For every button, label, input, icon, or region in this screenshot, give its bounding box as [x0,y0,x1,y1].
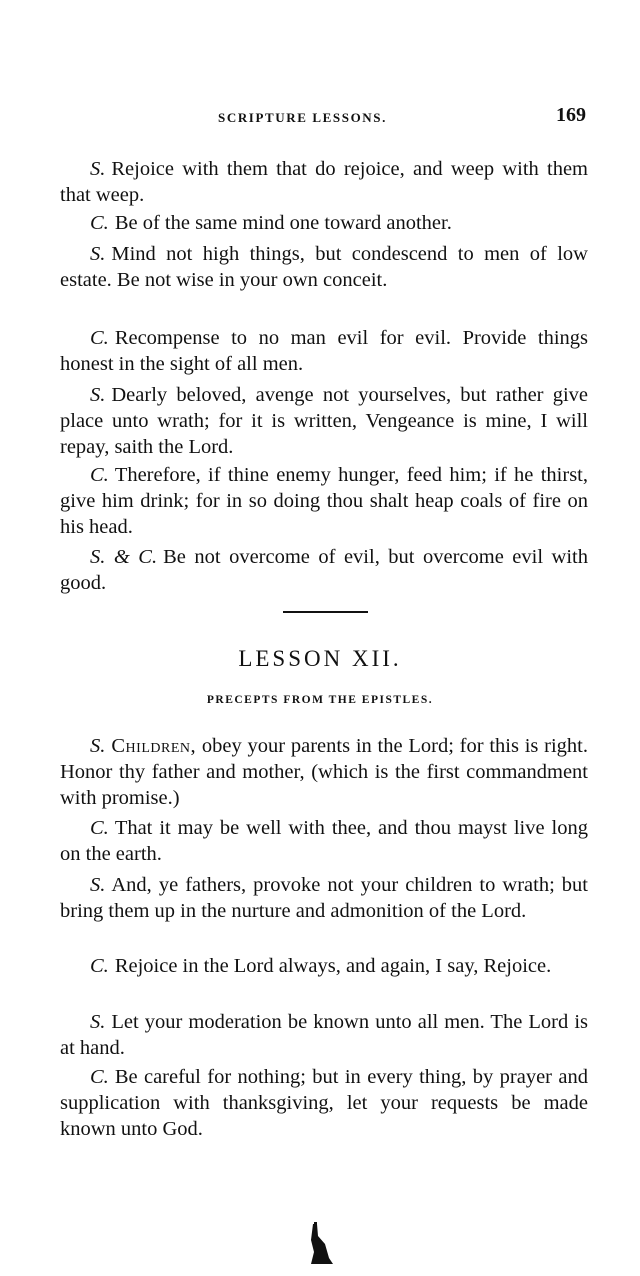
running-head [60,104,590,134]
verse-text: Recompense to no man evil for evil. Provide things honest in the sight of all men. [60,327,588,375]
speaker-label: S. & C. [90,546,158,568]
verse-paragraph [60,733,588,811]
verse-text: Dearly beloved, avenge not yourselves, but rather give place unto wrath; for it is written, Vengeance is mine, I will repay, saith the Lord. [60,384,588,458]
speaker-label: S. [90,1011,106,1033]
verse-paragraph [60,872,588,924]
lesson-subtitle: PRECEPTS FROM THE EPISTLES. [206,694,434,706]
speaker-label: S. [90,735,106,757]
verse-paragraph [60,544,588,596]
speaker-label: C. [90,327,109,349]
verse-paragraph [60,462,588,540]
speaker-label: C. [90,1066,109,1088]
verse-text: Rejoice with them that do rejoice, and weep with them that weep. [60,158,588,206]
speaker-label: S. [90,243,106,265]
verse-paragraph [60,241,588,293]
verse-text: That it may be well with thee, and thou mayst live long on the earth. [60,817,588,865]
verse-text: Therefore, if thine enemy hunger, feed him; if he thirst, give him drink; for in so doing thou shalt heap coals of fire on his head. [60,464,588,538]
running-title: SCRIPTURE LESSONS. [218,110,387,125]
speaker-label: S. [90,158,106,180]
verse-paragraph [60,815,588,867]
verse-text: obey your parents in the Lord; for this is right. Honor thy father and mother, (which is the first commandment with promise.) [60,735,589,809]
verse-paragraph [60,1009,588,1061]
verse-lead-word: Children, [111,735,197,757]
lesson-title: LESSON XII. [238,646,402,671]
speaker-label: C. [90,464,109,486]
verse-text: And, ye fathers, provoke not your children to wrath; but bring them up in the nurture and admonition of the Lord. [60,874,588,922]
verse-paragraph [60,953,588,979]
speaker-label: S. [90,384,106,406]
page-number: 169 [556,104,586,126]
verse-text: Be not overcome of evil, but overcome evil with good. [60,546,588,594]
library-stamp-mark-icon [305,1222,335,1266]
verse-paragraph [60,325,588,377]
verse-text: Mind not high things, but condescend to men of low estate. Be not wise in your own conceit. [60,243,588,291]
verse-paragraph [60,156,588,208]
speaker-label: S. [90,874,106,896]
verse-paragraph [60,1064,588,1142]
verse-text: Rejoice in the Lord always, and again, I say, Rejoice. [114,955,552,977]
speaker-label: C. [90,817,109,839]
verse-text: Be careful for nothing; but in every thing, by prayer and supplication with thanksgiving, let your requests be made known unto God. [60,1066,588,1140]
speaker-label: C. [90,212,109,234]
verse-text: Be of the same mind one toward another. [114,212,452,234]
speaker-label: C. [90,955,109,977]
section-divider [283,611,368,613]
verse-text: Let your moderation be known unto all men. The Lord is at hand. [60,1011,588,1059]
verse-paragraph [60,382,588,460]
verse-paragraph [60,210,588,236]
